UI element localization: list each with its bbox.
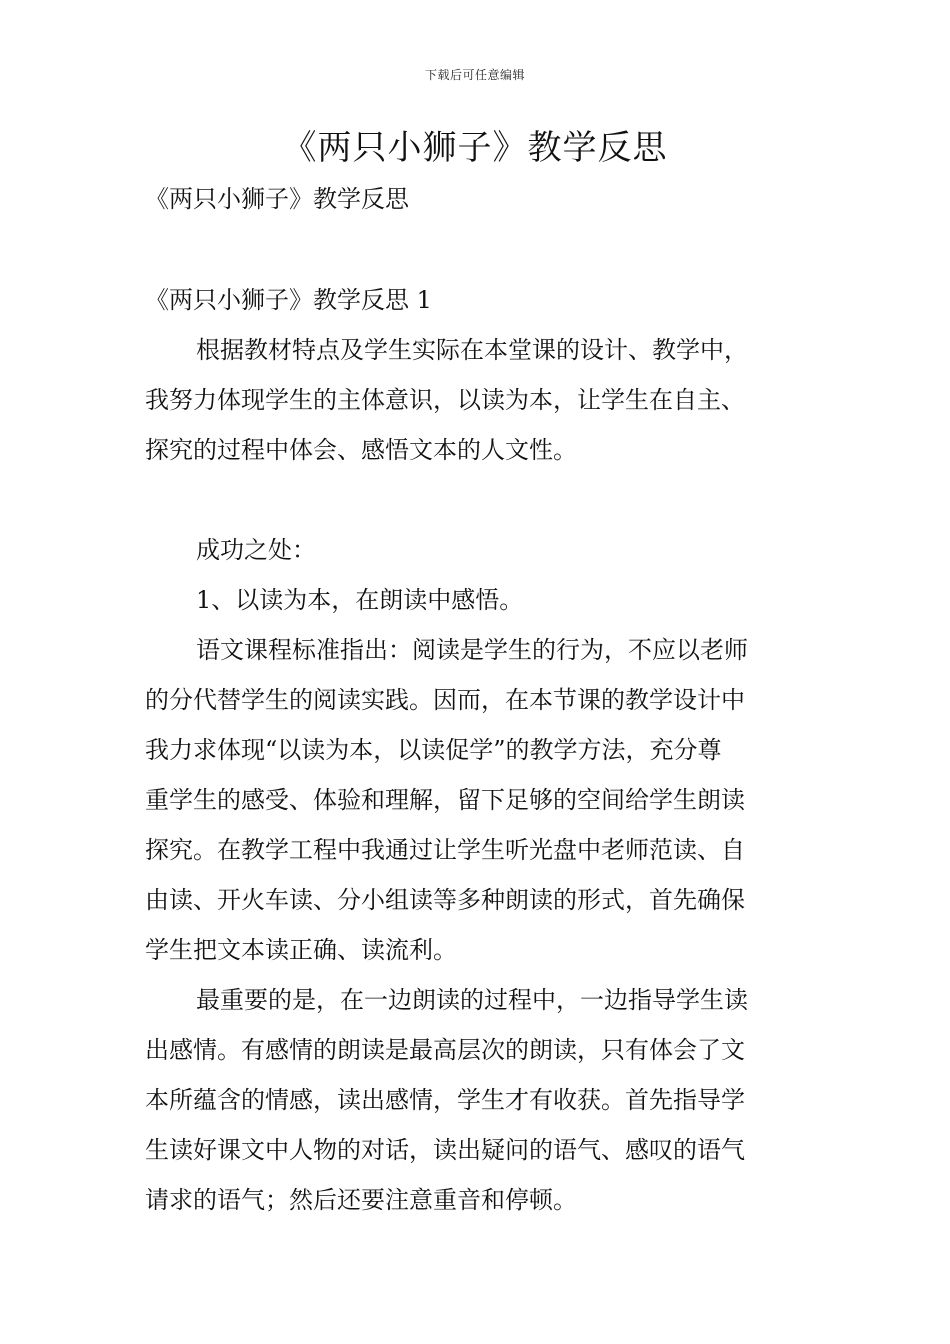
paragraph-line: 语文课程标准指出：阅读是学生的行为，不应以老师 <box>196 636 748 664</box>
document-subtitle: 《两只小狮子》教学反思 <box>145 185 409 213</box>
paragraph-line: 的分代替学生的阅读实践。因而，在本节课的教学设计中 <box>145 686 745 714</box>
paragraph-line: 学生把文本读正确、读流利。 <box>145 936 457 964</box>
paragraph-line: 本所蕴含的情感，读出感情，学生才有收获。首先指导学 <box>145 1086 745 1114</box>
paragraph-line: 探究的过程中体会、感悟文本的人文性。 <box>145 436 577 464</box>
paragraph-line: 成功之处： <box>196 536 316 564</box>
paragraph-line: 探究。在教学工程中我通过让学生听光盘中老师范读、自 <box>145 836 745 864</box>
header-note: 下载后可任意编辑 <box>424 68 525 82</box>
paragraph-line: 最重要的是，在一边朗读的过程中，一边指导学生读 <box>196 986 748 1014</box>
document-title: 《两只小狮子》教学反思 <box>282 128 668 168</box>
paragraph-line: 生读好课文中人物的对话，读出疑问的语气、感叹的语气 <box>145 1136 745 1164</box>
paragraph-line: 根据教材特点及学生实际在本堂课的设计、教学中， <box>196 336 748 364</box>
paragraph-line: 出感情。有感情的朗读是最高层次的朗读，只有体会了文 <box>145 1036 745 1064</box>
paragraph-line: 请求的语气；然后还要注意重音和停顿。 <box>145 1186 577 1214</box>
paragraph-line: 1、以读为本，在朗读中感悟。 <box>196 586 524 614</box>
paragraph-line: 由读、开火车读、分小组读等多种朗读的形式，首先确保 <box>145 886 745 914</box>
paragraph-line: 我努力体现学生的主体意识，以读为本，让学生在自主、 <box>145 386 745 414</box>
section-heading: 《两只小狮子》教学反思 1 <box>145 286 432 314</box>
paragraph-line: 重学生的感受、体验和理解，留下足够的空间给学生朗读 <box>145 786 745 814</box>
paragraph-line: 我力求体现“以读为本，以读促学”的教学方法，充分尊 <box>145 736 722 764</box>
